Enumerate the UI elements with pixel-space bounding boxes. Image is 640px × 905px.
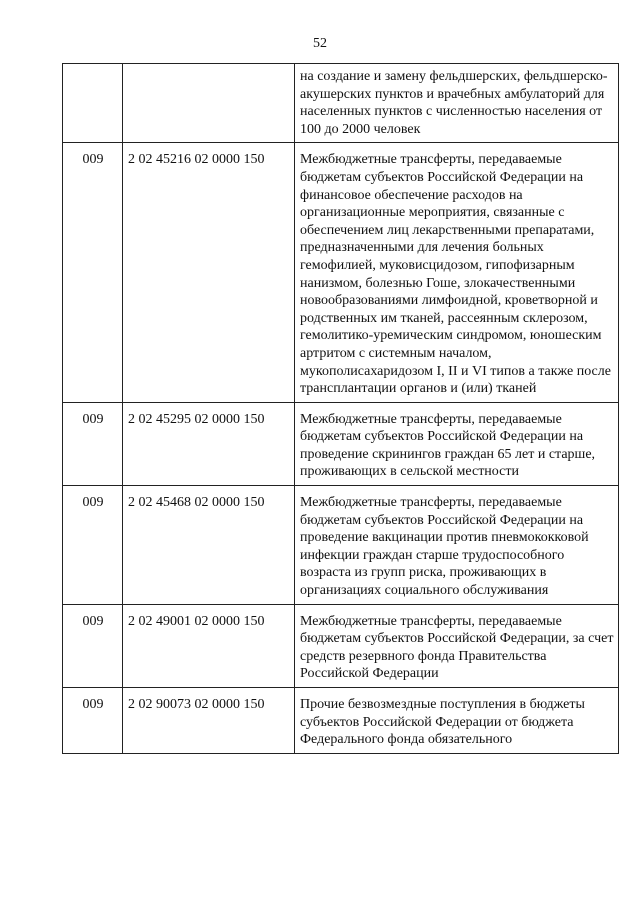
admin-code-cell <box>63 64 123 143</box>
description-text: Межбюджетные трансферты, передаваемые бюджетам субъектов Российской Федерации на проведение вакцинации против пневмококковой инфекции граждан старше трудоспособного возраста из групп риска, проживающих в организациях социального обслуживания <box>300 495 589 599</box>
description-text: на создание и замену фельдшерских, фельдшерско-акушерских пунктов и врачебных амбулаторий для населенных пунктов с численностью населения от 100 до 2000 человек <box>300 69 608 137</box>
page-number: 52 <box>313 36 327 51</box>
description-cell <box>295 402 619 485</box>
description-cell <box>295 604 619 687</box>
description-text: Межбюджетные трансферты, передаваемые бюджетам субъектов Российской Федерации на финансовое обеспечение расходов на организационные мероприятия, связанные с обеспечением лиц лекарственными препаратами, предназначенными для лечения больных гемофилией, муковисцидозом, гипофизарным нанизмом, болезнью Гоше, злокачественными новообразованиями лимфоидной, кроветворной и родственных им тканей, рассеянным склерозом, гемолитико-уремическим синдромом, юношеским артритом с системным началом, мукополисахаридозом I, II и VI типов а также после трансплантации органов и (или) тканей <box>300 152 611 397</box>
admin-code-cell: 009 <box>63 143 123 402</box>
table-row <box>63 688 619 754</box>
revenue-code-cell <box>123 64 295 143</box>
description-text: Прочие безвозмездные поступления в бюджеты субъектов Российской Федерации от бюджета Федерального фонда обязательного <box>300 697 585 748</box>
table-row <box>63 486 619 605</box>
description-cell <box>295 64 619 143</box>
description-cell <box>295 143 619 402</box>
table-row <box>63 64 619 143</box>
revenue-code-cell: 2 02 45295 02 0000 150 <box>123 402 295 485</box>
revenue-code-cell: 2 02 45216 02 0000 150 <box>123 143 295 402</box>
description-text: Межбюджетные трансферты, передаваемые бюджетам субъектов Российской Федерации на проведение скринингов граждан 65 лет и старше, проживающих в сельской местности <box>300 411 596 480</box>
description-text: Межбюджетные трансферты, передаваемые бюджетам субъектов Российской Федерации, за счет средств резервного фонда Правительства Российской Федерации <box>300 613 614 682</box>
admin-code-cell: 009 <box>63 486 123 605</box>
table-row <box>63 604 619 687</box>
admin-code-cell: 009 <box>63 402 123 485</box>
table-row <box>63 143 619 402</box>
revenue-code-cell: 2 02 90073 02 0000 150 <box>123 688 295 754</box>
budget-codes-table <box>62 63 619 754</box>
table-row <box>63 402 619 485</box>
description-cell <box>295 486 619 605</box>
revenue-code-cell: 2 02 49001 02 0000 150 <box>123 604 295 687</box>
description-cell <box>295 688 619 754</box>
admin-code-cell: 009 <box>63 604 123 687</box>
admin-code-cell: 009 <box>63 688 123 754</box>
revenue-code-cell: 2 02 45468 02 0000 150 <box>123 486 295 605</box>
